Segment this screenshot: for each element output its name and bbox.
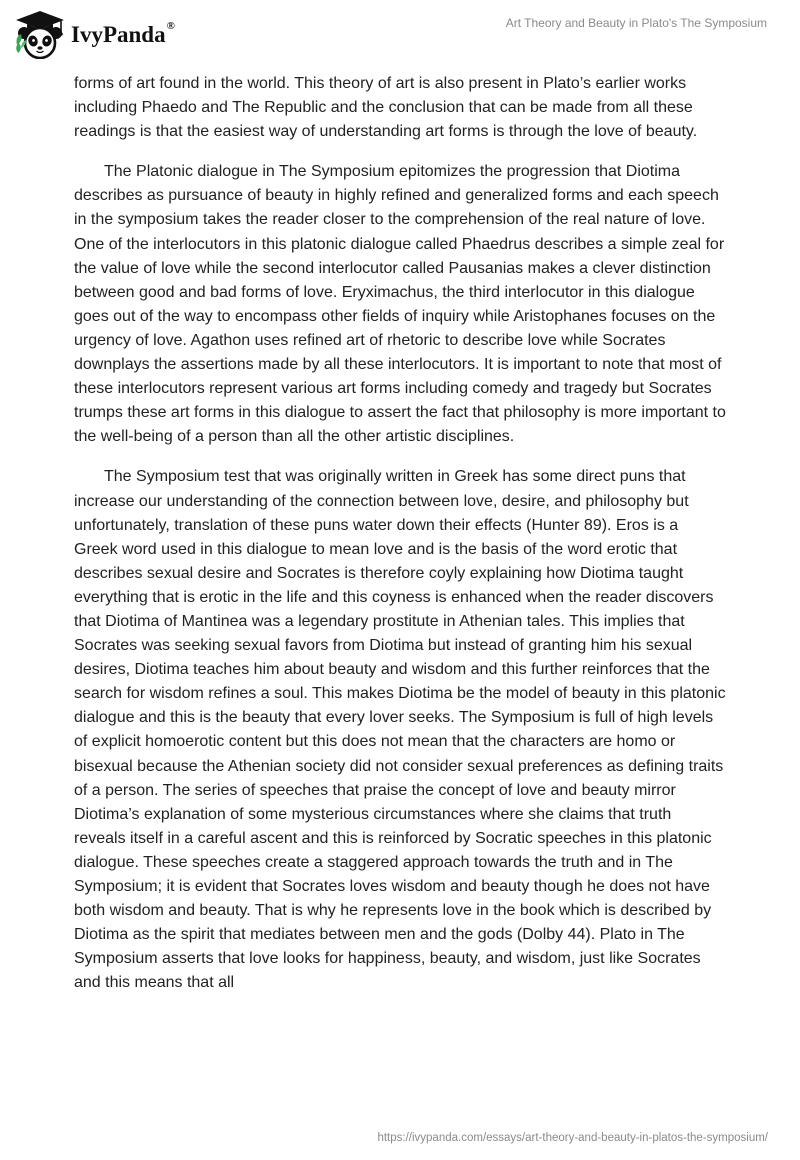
paragraph: The Platonic dialogue in The Symposium epitomizes the progression that Diotima describes as pursuance of beauty in highly refined and generalized forms and each speech in the symposium takes the reader closer to the comprehension of the real nature of love. One of the interlocutors in this platonic dialogue called Phaedrus describes a simple zeal for the value of love while the second interlocutor called Pausanias makes a clever distinction between good and bad forms of love. Eryximachus, the third interlocutor in this dialogue goes out of the way to encompass other fields of inquiry while Aristophanes focuses on the urgency of love. Agathon uses refined art of rhetoric to describe love while Socrates downplays the assertions made by all these interlocutors. It is important to note that most of these interlocutors represent various art forms including comedy and tragedy but Socrates trumps these art forms in this dialogue to assert the fact that philosophy is more important to the well-being of a person than all the other artistic disciplines.: [74, 163, 726, 446]
panda-graduate-icon: [14, 9, 66, 59]
document-title: Art Theory and Beauty in Plato's The Symposium: [505, 16, 767, 30]
brand-name-text: IvyPanda: [71, 22, 166, 47]
brand-name: [71, 22, 175, 48]
brand-logo[interactable]: [14, 9, 175, 59]
page-header: [0, 0, 800, 70]
registered-mark: ®: [166, 20, 175, 33]
paragraph: The Symposium test that was originally written in Greek has some direct puns that increase our understanding of the connection between love, desire, and philosophy but unfortunately, translation of these puns water down their effects (Hunter 89). Eros is a Greek word used in this dialogue to mean love and is the basis of the word erotic that describes sexual desire and Socrates is therefore coyly explaining how Diotima taught everything that is erotic in the life and this coyness is enhanced when the reader discovers that Diotima of Mantinea was a legendary prostitute in Athenian tales. This implies that Socrates was seeking sexual favors from Diotima but instead of granting him his sexual desires, Diotima teaches him about beauty and wisdom and this further reinforces that the search for wisdom refines a soul. This makes Diotima be the model of beauty in this platonic dialogue and this is the beauty that every lover seeks. The Symposium is full of high levels of explicit homoerotic content but this does not mean that the characters are homo or bisexual because the Athenian society did not consider sexual preferences as defining traits of a person. The series of speeches that praise the concept of love and beauty mirror Diotima’s explanation of some mysterious circumstances where she claims that truth reveals itself in a careful ascent and this is reinforced by Socratic speeches in this platonic dialogue. These speeches create a staggered approach towards the truth and in The Symposium; it is evident that Socrates loves wisdom and beauty though he does not have both wisdom and beauty. That is why he represents love in the book which is described by Diotima as the spirit that mediates between men and the gods (Dolby 44). Plato in The Symposium asserts that love looks for happiness, beauty, and wisdom, just like Socrates and this means that all: [74, 468, 726, 992]
source-url[interactable]: https://ivypanda.com/essays/art-theory-and-beauty-in-platos-the-symposium/: [377, 1132, 768, 1144]
paragraph: forms of art found in the world. This theory of art is also present in Plato’s earlier works including Phaedo and The Republic and the conclusion that can be made from all these readings is that the easiest way of understanding art forms is through the love of beauty.: [74, 75, 698, 141]
essay-body: [74, 72, 726, 1011]
